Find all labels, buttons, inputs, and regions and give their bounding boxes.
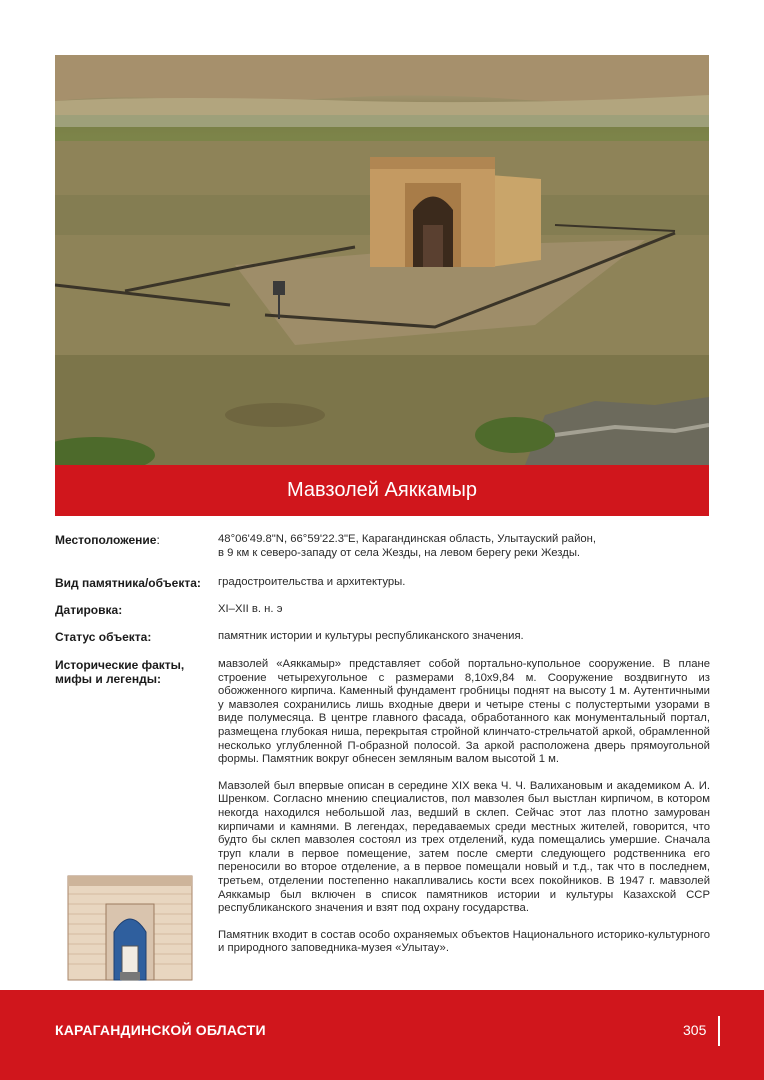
mausoleum-photo	[55, 55, 709, 465]
type-value: градостроительства и архитектуры.	[218, 576, 406, 588]
history-paragraph: Мавзолей был впервые описан в середине XIX века Ч. Ч. Валихановым и академиком А. И. Шренком. Согласно мнению специалистов, пол мавзолея был выстлан кирпичом, в котором некогда находился небольшой лаз, ведший в склеп. Сейчас этот лаз плотно замурован кирпичами и камнями. В легендах, передаваемых среди местных жителей, говорится, что будто бы склеп мавзолея состоял из трех отделений, куда помещались умершие. Сначала труп клали в первое помещение, затем после смерти следующего родственника его переносили во второе отделение, а в первое помещали новый и т.д., так что в последнем, третьем, отделении постепенно накапливались кости всех покойников. В 1947 г. мавзолей Аяккамыр был включен в список памятников истории и культуры Казахской ССР республиканского значения и взят под охрану государства.	[218, 779, 710, 915]
dating-label: Датировка:	[55, 603, 123, 617]
location-value: 48°06'49.8"N, 66°59'22.3"E, Карагандинская область, Улытауский район, в 9 км к северо-западу от села Жезды, на левом берегу реки Жезды.	[218, 533, 597, 559]
type-label: Вид памятника/объекта:	[55, 576, 201, 590]
footer	[0, 990, 764, 1080]
facade-drawing	[62, 868, 198, 982]
status-value: памятник истории и культуры республиканского значения.	[218, 630, 524, 642]
location-label: Местоположение:	[55, 533, 160, 547]
dating-value: XI–XII в. н. э	[218, 603, 283, 615]
footer-divider	[718, 1016, 720, 1046]
status-label: Статус объекта:	[55, 630, 152, 644]
history-paragraph: Памятник входит в состав особо охраняемых объектов Национального историко-культурного и природного заповедника-музея «Улытау».	[218, 928, 710, 955]
title-bar	[55, 465, 709, 516]
history-paragraph: мавзолей «Аяккамыр» представляет собой портально-купольное сооружение. В плане строение четырехугольное с размерами 8,10х9,84 м. Сооружение воздвигнуто из обожженного кирпича. Каменный фундамент гробницы поднят на высоту 1 м. Аутентичными у мавзолея сохранились лишь входные двери и четыре стены с полустертыми узорами в виде полумесяца. В центре главного фасада, обработанного как монументальный портал, размещена глубокая ниша, перекрытая стройной клинчато-стрельчатой аркой, обрамленной несколько углубленной П-образной полосой. За аркой расположена дверь прямоугольной формы. Памятник вокруг обнесен земляным валом высотой 1 м.	[218, 658, 710, 766]
history-text	[218, 658, 710, 969]
history-label: Исторические факты, мифы и легенды:	[55, 658, 185, 686]
monument-title: Мавзолей Аяккамыр	[286, 479, 478, 501]
page-number: 305	[683, 1022, 707, 1038]
footer-region: КАРАГАНДИНСКОЙ ОБЛАСТИ	[55, 1022, 266, 1038]
